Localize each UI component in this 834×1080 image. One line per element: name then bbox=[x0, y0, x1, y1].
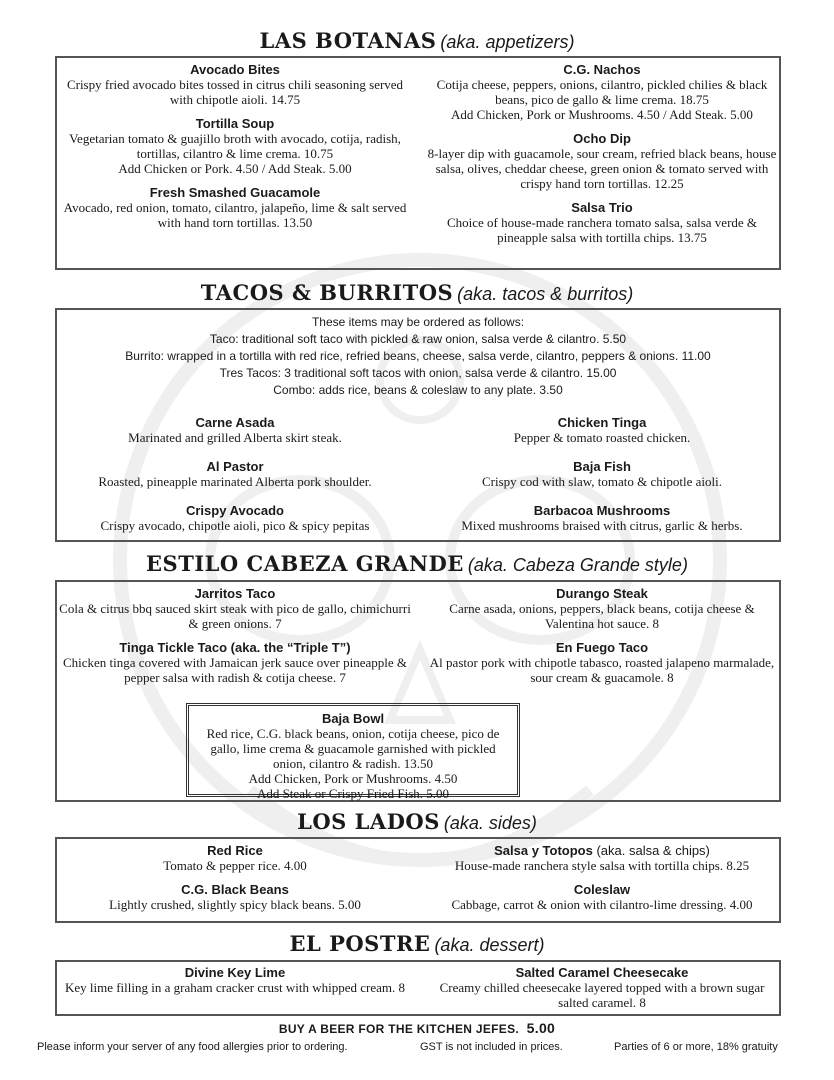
gratuity-notice: Parties of 6 or more, 18% gratuity bbox=[614, 1041, 778, 1053]
estilo-right-column bbox=[427, 586, 777, 694]
menu-item-en-fuego-taco bbox=[427, 640, 777, 685]
item-addon: Add Chicken or Pork. 4.50 / Add Steak. 5.00 bbox=[118, 161, 352, 176]
item-description: Al pastor pork with chipotle tabasco, roasted jalapeno marmalade, sour cream & guacamole. 8 bbox=[429, 655, 775, 685]
item-description: Pepper & tomato roasted chicken. bbox=[513, 430, 691, 445]
menu-item-avocado-bites bbox=[59, 62, 411, 107]
item-description: Tomato & pepper rice. 4.00 bbox=[163, 858, 307, 873]
estilo-left-column bbox=[59, 586, 411, 694]
item-name: Barbacoa Mushrooms bbox=[533, 503, 671, 518]
item-name: Baja Bowl bbox=[321, 711, 385, 726]
beer-for-kitchen-note bbox=[0, 1020, 834, 1036]
menu-item-salted-caramel-cheesecake bbox=[427, 965, 777, 1010]
beer-note-price: 5.00 bbox=[526, 1020, 556, 1036]
section-aka: (aka. appetizers) bbox=[440, 32, 575, 52]
menu-item-red-rice bbox=[59, 843, 411, 873]
beer-note-text: BUY A BEER FOR THE KITCHEN JEFES. bbox=[278, 1022, 520, 1036]
ordering-option-burrito: Burrito: wrapped in a tortilla with red rice, refried beans, cheese, salsa verde, cilantro, peppers & onions. 11.00 bbox=[125, 349, 711, 363]
item-addon: Add Steak or Crispy Fried Fish. 5.00 bbox=[256, 786, 450, 801]
item-name: Coleslaw bbox=[573, 882, 631, 897]
item-description: Red rice, C.G. black beans, onion, cotija cheese, pico de gallo, lime crema & guacamole garnished with pickled onion, cilantro & radish. 13.50 bbox=[206, 726, 500, 771]
menu-item-tortilla-soup bbox=[59, 116, 411, 176]
tacos-left-column bbox=[59, 415, 411, 542]
item-description: Avocado, red onion, tomato, cilantro, jalapeño, lime & salt served with hand torn tortillas. 13.50 bbox=[63, 200, 407, 230]
section-heading: LAS BOTANAS bbox=[259, 28, 437, 53]
section-aka: (aka. tacos & burritos) bbox=[457, 284, 634, 304]
botanas-box bbox=[55, 56, 781, 270]
menu-item-jarritos-taco bbox=[59, 586, 411, 631]
ordering-option-combo: Combo: adds rice, beans & coleslaw to any plate. 3.50 bbox=[273, 383, 563, 397]
item-name: Salsa y Totopos bbox=[494, 843, 593, 858]
item-description: Crispy avocado, chipotle aioli, pico & spicy pepitas bbox=[100, 518, 370, 533]
item-description: Choice of house-made ranchera tomato salsa, salsa verde & pineapple salsa with tortilla chips. 13.75 bbox=[446, 215, 758, 245]
item-description: Carne asada, onions, peppers, black beans, cotija cheese & Valentina hot sauce. 8 bbox=[449, 601, 755, 631]
postre-box bbox=[55, 960, 781, 1016]
menu-item-al-pastor bbox=[59, 459, 411, 489]
item-description: Crispy cod with slaw, tomato & chipotle aioli. bbox=[482, 474, 722, 489]
ordering-intro: These items may be ordered as follows: bbox=[311, 315, 525, 329]
item-name: C.G. Nachos bbox=[563, 62, 641, 77]
menu-item-fresh-smashed-guacamole bbox=[59, 185, 411, 230]
section-aka: (aka. dessert) bbox=[434, 935, 545, 955]
menu-item-tinga-tickle-taco bbox=[59, 640, 411, 685]
item-name: Baja Fish bbox=[573, 459, 631, 474]
menu-item-coleslaw bbox=[427, 882, 777, 912]
menu-item-cg-black-beans bbox=[59, 882, 411, 912]
section-title-postre bbox=[0, 931, 834, 956]
item-name: C.G. Black Beans bbox=[181, 882, 289, 897]
section-aka: (aka. sides) bbox=[443, 813, 537, 833]
item-addon: Add Chicken, Pork or Mushrooms. 4.50 / Add Steak. 5.00 bbox=[451, 107, 753, 122]
item-name: Carne Asada bbox=[195, 415, 275, 430]
postre-right-column bbox=[427, 965, 777, 1010]
item-name: Salted Caramel Cheesecake bbox=[515, 965, 689, 980]
item-name: Tinga Tickle Taco (aka. the “Triple T”) bbox=[119, 640, 351, 655]
section-heading: EL POSTRE bbox=[289, 931, 431, 956]
menu-item-divine-key-lime bbox=[59, 965, 411, 995]
estilo-box bbox=[55, 580, 781, 802]
item-name: Crispy Avocado bbox=[185, 503, 284, 518]
item-name: En Fuego Taco bbox=[555, 640, 649, 655]
section-heading: ESTILO CABEZA GRANDE bbox=[146, 551, 464, 576]
menu-item-cg-nachos bbox=[427, 62, 777, 122]
item-name: Fresh Smashed Guacamole bbox=[149, 185, 321, 200]
section-heading: TACOS & BURRITOS bbox=[200, 280, 454, 305]
menu-item-baja-fish bbox=[427, 459, 777, 489]
section-title-tacos bbox=[0, 280, 834, 305]
botanas-right-column bbox=[427, 62, 777, 254]
tacos-right-column bbox=[427, 415, 777, 542]
lados-left-column bbox=[59, 843, 411, 921]
postre-left-column bbox=[59, 965, 411, 995]
lados-right-column bbox=[427, 843, 777, 921]
section-heading: LOS LADOS bbox=[297, 809, 440, 834]
item-name-aka: (aka. salsa & chips) bbox=[592, 843, 710, 858]
menu-item-salsa-trio bbox=[427, 200, 777, 245]
item-name: Avocado Bites bbox=[190, 62, 280, 77]
item-description: Cotija cheese, peppers, onions, cilantro, pickled chilies & black beans, pico de gallo & lime crema. 18.75 bbox=[436, 77, 768, 107]
menu-item-baja-bowl bbox=[186, 703, 520, 801]
menu-item-barbacoa-mushrooms bbox=[427, 503, 777, 533]
item-description: Key lime filling in a graham cracker crust with whipped cream. 8 bbox=[64, 980, 406, 995]
allergy-notice: Please inform your server of any food allergies prior to ordering. bbox=[37, 1041, 348, 1053]
tacos-ordering-info bbox=[57, 314, 779, 399]
item-description: Lightly crushed, slightly spicy black beans. 5.00 bbox=[109, 897, 361, 912]
item-name: Red Rice bbox=[207, 843, 263, 858]
item-name: Chicken Tinga bbox=[557, 415, 647, 430]
menu-item-chicken-tinga bbox=[427, 415, 777, 445]
lados-box bbox=[55, 837, 781, 923]
item-name: Durango Steak bbox=[556, 586, 648, 601]
gst-notice: GST is not included in prices. bbox=[420, 1041, 563, 1053]
item-description: 8-layer dip with guacamole, sour cream, refried black beans, house salsa, olives, cheddar cheese, green onion & tomato served with crispy hand torn tortillas. 12.25 bbox=[427, 146, 777, 191]
menu-item-durango-steak bbox=[427, 586, 777, 631]
item-description: Mixed mushrooms braised with citrus, garlic & herbs. bbox=[461, 518, 743, 533]
item-name: Al Pastor bbox=[206, 459, 264, 474]
item-description: House-made ranchera style salsa with tortilla chips. 8.25 bbox=[454, 858, 750, 873]
item-description: Cabbage, carrot & onion with cilantro-lime dressing. 4.00 bbox=[451, 897, 753, 912]
menu-item-salsa-y-totopos bbox=[427, 843, 777, 873]
item-name: Salsa Trio bbox=[571, 200, 633, 215]
ordering-option-tres-tacos: Tres Tacos: 3 traditional soft tacos with onion, salsa verde & cilantro. 15.00 bbox=[219, 366, 617, 380]
item-name: Ocho Dip bbox=[573, 131, 631, 146]
section-title-estilo bbox=[0, 551, 834, 576]
menu-item-carne-asada bbox=[59, 415, 411, 445]
item-description: Creamy chilled cheesecake layered topped with a brown sugar salted caramel. 8 bbox=[439, 980, 765, 1010]
menu-item-ocho-dip bbox=[427, 131, 777, 191]
section-aka: (aka. Cabeza Grande style) bbox=[467, 555, 688, 575]
section-title-botanas bbox=[0, 28, 834, 53]
item-description: Roasted, pineapple marinated Alberta pork shoulder. bbox=[98, 474, 372, 489]
item-description: Vegetarian tomato & guajillo broth with avocado, cotija, radish, tortillas, cilantro & lime crema. 10.75 bbox=[69, 131, 401, 161]
item-description: Marinated and grilled Alberta skirt steak. bbox=[128, 430, 342, 445]
botanas-left-column bbox=[59, 62, 411, 239]
item-name: Jarritos Taco bbox=[194, 586, 276, 601]
item-description: Crispy fried avocado bites tossed in citrus chili seasoning served with chipotle aioli. 14.75 bbox=[66, 77, 404, 107]
item-description: Cola & citrus bbq sauced skirt steak with pico de gallo, chimichurri & green onions. 7 bbox=[59, 601, 411, 631]
tacos-box bbox=[55, 308, 781, 542]
ordering-option-taco: Taco: traditional soft taco with pickled & raw onion, salsa verde & cilantro. 5.50 bbox=[209, 332, 627, 346]
item-addon: Add Chicken, Pork or Mushrooms. 4.50 bbox=[248, 771, 458, 786]
section-title-lados bbox=[0, 809, 834, 834]
item-name: Tortilla Soup bbox=[195, 116, 275, 131]
item-description: Chicken tinga covered with Jamaican jerk sauce over pineapple & pepper salsa with radish & cotija cheese. 7 bbox=[62, 655, 407, 685]
item-name: Divine Key Lime bbox=[184, 965, 286, 980]
menu-item-crispy-avocado bbox=[59, 503, 411, 533]
